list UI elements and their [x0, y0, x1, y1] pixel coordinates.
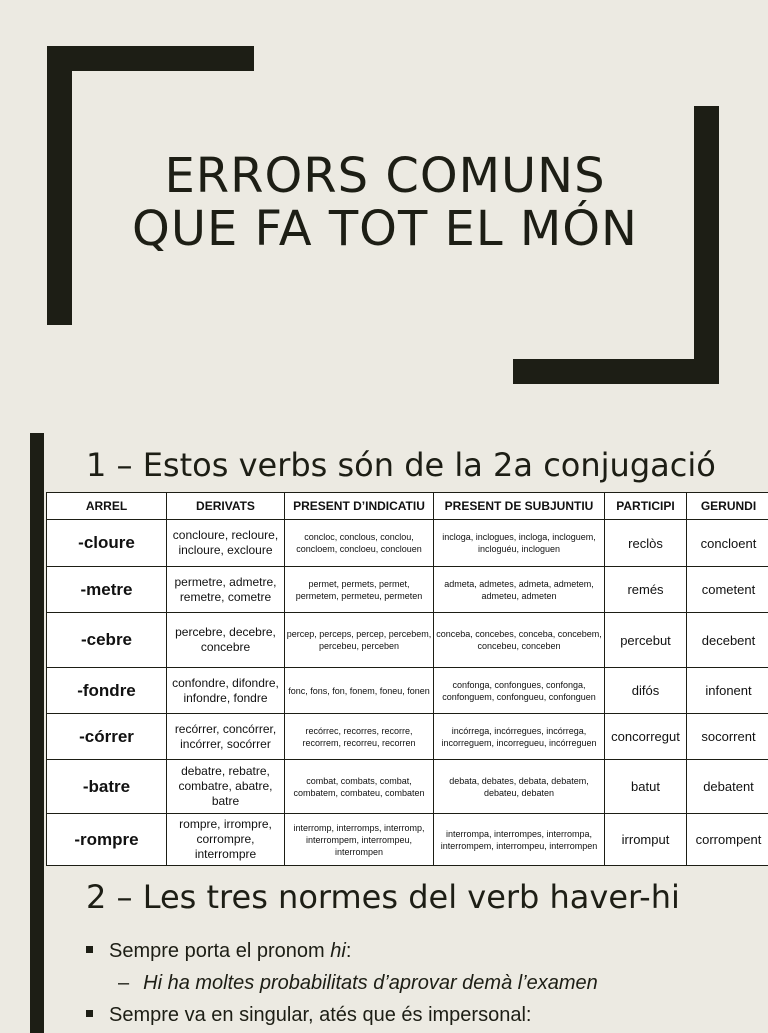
cell-participi: difós	[605, 668, 687, 714]
cell-participi: batut	[605, 760, 687, 814]
cell-derivats: debatre, rebatre, combatre, abatre, batre	[167, 760, 285, 814]
square-bullet-icon	[86, 946, 93, 953]
verbs-table	[46, 492, 768, 866]
header-arrel: ARREL	[47, 493, 167, 520]
rule-text-end: :	[346, 940, 352, 962]
cell-subjuntiu: debata, debates, debata, debatem, debateu, debaten	[434, 760, 605, 814]
cell-derivats: concloure, recloure, incloure, excloure	[167, 520, 285, 567]
title-slide	[0, 0, 768, 420]
cell-indicatiu: combat, combats, combat, combatem, combateu, combaten	[285, 760, 434, 814]
cell-arrel: -cebre	[47, 613, 167, 668]
cell-arrel: -córrer	[47, 714, 167, 760]
cell-derivats: permetre, admetre, remetre, cometre	[167, 567, 285, 613]
cell-subjuntiu: incórrega, incórregues, incórrega, incorreguem, incorregueu, incórreguen	[434, 714, 605, 760]
list-item	[86, 967, 756, 999]
cell-gerundi: socorrent	[687, 714, 768, 760]
cell-gerundi: corrompent	[687, 814, 768, 866]
title-line-2: QUE FA TOT EL MÓN	[60, 203, 710, 256]
rule-example: Hi ha moltes probabilitats d’aprovar demà l’examen	[143, 972, 598, 994]
cell-participi: reclòs	[605, 520, 687, 567]
square-bullet-icon	[86, 1010, 93, 1017]
cell-indicatiu: interromp, interromps, interromp, interrompem, interrompeu, interrompen	[285, 814, 434, 866]
cell-indicatiu: percep, perceps, percep, percebem, percebeu, perceben	[285, 613, 434, 668]
cell-derivats: recórrer, concórrer, incórrer, socórrer	[167, 714, 285, 760]
content-slide	[0, 420, 768, 1024]
rules-list	[86, 935, 756, 1031]
dash-bullet-icon: –	[118, 972, 129, 994]
cell-subjuntiu: admeta, admetes, admeta, admetem, admeteu, admeten	[434, 567, 605, 613]
cell-gerundi: debatent	[687, 760, 768, 814]
cell-subjuntiu: incloga, inclogues, incloga, incloguem, incloguéu, incloguen	[434, 520, 605, 567]
cell-arrel: -cloure	[47, 520, 167, 567]
section-heading-2: 2 – Les tres normes del verb haver-hi	[86, 878, 680, 916]
cell-gerundi: infonent	[687, 668, 768, 714]
cell-derivats: rompre, irrompre, corrompre, interrompre	[167, 814, 285, 866]
header-gerundi: GERUNDI	[687, 493, 768, 520]
table-row	[47, 760, 768, 814]
cell-participi: concorregut	[605, 714, 687, 760]
cell-subjuntiu: interrompa, interrompes, interrompa, interrompem, interrompeu, interrompen	[434, 814, 605, 866]
cell-arrel: -batre	[47, 760, 167, 814]
cell-gerundi: decebent	[687, 613, 768, 668]
rule-text: Sempre va en singular, atés que és impersonal:	[109, 1004, 531, 1026]
cell-derivats: percebre, decebre, concebre	[167, 613, 285, 668]
cell-indicatiu: concloc, conclous, conclou, concloem, concloeu, conclouen	[285, 520, 434, 567]
table-row	[47, 567, 768, 613]
table-row	[47, 668, 768, 714]
table-row	[47, 520, 768, 567]
cell-participi: percebut	[605, 613, 687, 668]
cell-arrel: -fondre	[47, 668, 167, 714]
table-row	[47, 814, 768, 866]
cell-arrel: -metre	[47, 567, 167, 613]
table-row	[47, 613, 768, 668]
cell-indicatiu: fonc, fons, fon, fonem, foneu, fonen	[285, 668, 434, 714]
cell-gerundi: cometent	[687, 567, 768, 613]
list-item	[86, 935, 756, 967]
cell-arrel: -rompre	[47, 814, 167, 866]
table-header-row	[47, 493, 768, 520]
header-derivats: DERIVATS	[167, 493, 285, 520]
cell-participi: irromput	[605, 814, 687, 866]
header-participi: PARTICIPI	[605, 493, 687, 520]
slide-title	[60, 150, 710, 256]
cell-participi: remés	[605, 567, 687, 613]
frame-bottom-right-horizontal	[513, 359, 719, 384]
rule-emphasis: hi	[330, 940, 346, 962]
section-heading-1: 1 – Estos verbs són de la 2a conjugació	[86, 446, 716, 484]
cell-derivats: confondre, difondre, infondre, fondre	[167, 668, 285, 714]
rule-text: Sempre porta el pronom	[109, 940, 330, 962]
accent-vertical-bar	[30, 433, 44, 1033]
cell-indicatiu: recórrec, recorres, recorre, recorrem, recorreu, recorren	[285, 714, 434, 760]
cell-gerundi: concloent	[687, 520, 768, 567]
cell-subjuntiu: confonga, confongues, confonga, confonguem, confongueu, confonguen	[434, 668, 605, 714]
cell-indicatiu: permet, permets, permet, permetem, permeteu, permeten	[285, 567, 434, 613]
cell-subjuntiu: conceba, concebes, conceba, concebem, concebeu, conceben	[434, 613, 605, 668]
frame-top-left-horizontal	[47, 46, 254, 71]
header-present-indicatiu: PRESENT D’INDICATIU	[285, 493, 434, 520]
header-present-subjuntiu: PRESENT DE SUBJUNTIU	[434, 493, 605, 520]
table-row	[47, 714, 768, 760]
title-line-1: ERRORS COMUNS	[60, 150, 710, 203]
list-item	[86, 999, 756, 1031]
